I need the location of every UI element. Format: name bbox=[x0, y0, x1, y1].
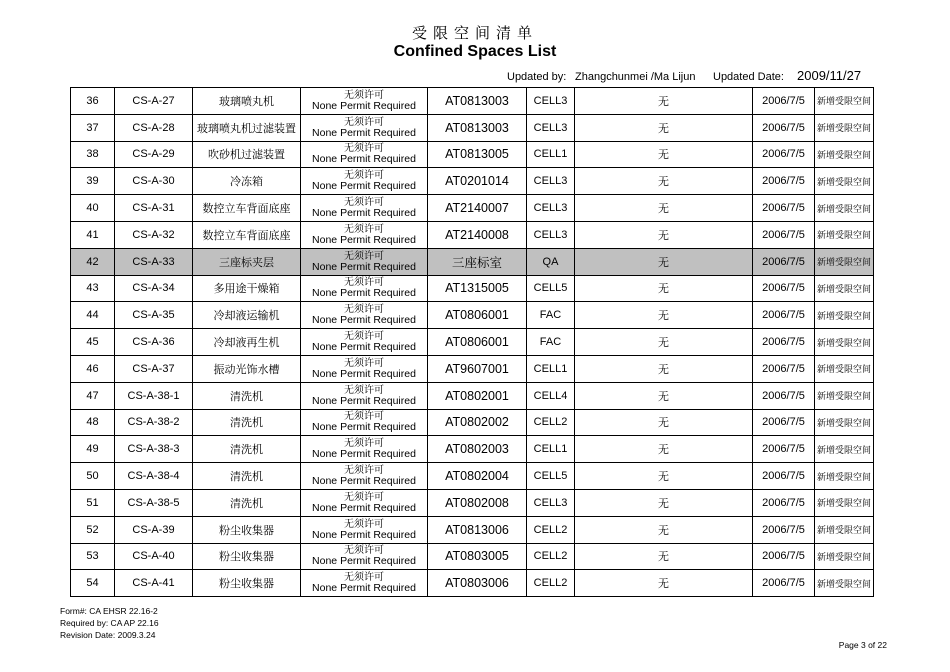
date-added: 2006/7/5 bbox=[753, 543, 815, 570]
space-code: CS-A-38-2 bbox=[115, 409, 193, 436]
table-row bbox=[71, 489, 874, 516]
date-added: 2006/7/5 bbox=[753, 329, 815, 356]
permit-status bbox=[301, 114, 428, 141]
asset-number: AT0802003 bbox=[428, 436, 527, 463]
space-code: CS-A-39 bbox=[115, 516, 193, 543]
table-row bbox=[71, 221, 874, 248]
permit-cn: 无须许可 bbox=[344, 465, 384, 477]
other-hazard: 无 bbox=[575, 275, 753, 302]
row-number: 49 bbox=[71, 436, 115, 463]
remark: 新增受限空间 bbox=[815, 248, 874, 275]
permit-cn: 无须许可 bbox=[344, 572, 384, 584]
date-added: 2006/7/5 bbox=[753, 355, 815, 382]
permit-en: None Permit Required bbox=[312, 341, 416, 354]
row-number: 43 bbox=[71, 275, 115, 302]
space-code: CS-A-29 bbox=[115, 141, 193, 168]
asset-number: 三座标室 bbox=[428, 248, 527, 275]
permit-cn: 无须许可 bbox=[344, 545, 384, 557]
permit-cn: 无须许可 bbox=[344, 89, 384, 101]
permit-status bbox=[301, 329, 428, 356]
remark: 新增受限空间 bbox=[815, 329, 874, 356]
permit-en: None Permit Required bbox=[312, 367, 416, 380]
permit-status bbox=[301, 221, 428, 248]
permit-cn: 无须许可 bbox=[344, 143, 384, 155]
permit-cn: 无须许可 bbox=[344, 250, 384, 262]
date-added: 2006/7/5 bbox=[753, 275, 815, 302]
table-row bbox=[71, 543, 874, 570]
other-hazard: 无 bbox=[575, 141, 753, 168]
permit-status bbox=[301, 570, 428, 597]
other-hazard: 无 bbox=[575, 302, 753, 329]
remark: 新增受限空间 bbox=[815, 436, 874, 463]
remark: 新增受限空间 bbox=[815, 463, 874, 490]
space-code: CS-A-38-5 bbox=[115, 489, 193, 516]
permit-cn: 无须许可 bbox=[344, 331, 384, 343]
space-name: 玻璃喷丸机过滤装置 bbox=[193, 114, 301, 141]
table-row bbox=[71, 88, 874, 115]
remark: 新增受限空间 bbox=[815, 382, 874, 409]
space-code: CS-A-41 bbox=[115, 570, 193, 597]
remark: 新增受限空间 bbox=[815, 221, 874, 248]
permit-status bbox=[301, 516, 428, 543]
permit-en: None Permit Required bbox=[312, 475, 416, 488]
space-name: 清洗机 bbox=[193, 463, 301, 490]
row-number: 52 bbox=[71, 516, 115, 543]
date-added: 2006/7/5 bbox=[753, 88, 815, 115]
row-number: 44 bbox=[71, 302, 115, 329]
permit-en: None Permit Required bbox=[312, 582, 416, 595]
space-name: 清洗机 bbox=[193, 436, 301, 463]
cell-area: CELL1 bbox=[527, 141, 575, 168]
row-number: 46 bbox=[71, 355, 115, 382]
row-number: 37 bbox=[71, 114, 115, 141]
row-number: 47 bbox=[71, 382, 115, 409]
permit-status bbox=[301, 168, 428, 195]
space-name: 冷却液再生机 bbox=[193, 329, 301, 356]
space-code: CS-A-34 bbox=[115, 275, 193, 302]
permit-cn: 无须许可 bbox=[344, 518, 384, 530]
permit-cn: 无须许可 bbox=[344, 384, 384, 396]
asset-number: AT1315005 bbox=[428, 275, 527, 302]
form-number: Form#: CA EHSR 22.16-2 bbox=[60, 606, 158, 616]
cell-area: CELL2 bbox=[527, 570, 575, 597]
other-hazard: 无 bbox=[575, 382, 753, 409]
cell-area: CELL3 bbox=[527, 221, 575, 248]
table-row bbox=[71, 195, 874, 222]
table-row bbox=[71, 275, 874, 302]
table-row bbox=[71, 516, 874, 543]
permit-status bbox=[301, 436, 428, 463]
other-hazard: 无 bbox=[575, 436, 753, 463]
permit-status bbox=[301, 195, 428, 222]
date-added: 2006/7/5 bbox=[753, 382, 815, 409]
permit-cn: 无须许可 bbox=[344, 357, 384, 369]
date-added: 2006/7/5 bbox=[753, 248, 815, 275]
space-code: CS-A-31 bbox=[115, 195, 193, 222]
date-added: 2006/7/5 bbox=[753, 195, 815, 222]
table-row bbox=[71, 409, 874, 436]
updated-date-value: 2009/11/27 bbox=[797, 68, 862, 83]
space-name: 冷却液运输机 bbox=[193, 302, 301, 329]
cell-area: CELL1 bbox=[527, 355, 575, 382]
permit-cn: 无须许可 bbox=[344, 277, 384, 289]
other-hazard: 无 bbox=[575, 88, 753, 115]
other-hazard: 无 bbox=[575, 168, 753, 195]
row-number: 45 bbox=[71, 329, 115, 356]
permit-en: None Permit Required bbox=[312, 555, 416, 568]
other-hazard: 无 bbox=[575, 355, 753, 382]
remark: 新增受限空间 bbox=[815, 355, 874, 382]
row-number: 40 bbox=[71, 195, 115, 222]
cell-area: FAC bbox=[527, 329, 575, 356]
cell-area: FAC bbox=[527, 302, 575, 329]
remark: 新增受限空间 bbox=[815, 516, 874, 543]
table-row bbox=[71, 463, 874, 490]
space-name: 清洗机 bbox=[193, 489, 301, 516]
space-code: CS-A-38-4 bbox=[115, 463, 193, 490]
cell-area: CELL5 bbox=[527, 463, 575, 490]
updated-date-label: Updated Date: bbox=[713, 71, 784, 83]
permit-status bbox=[301, 302, 428, 329]
date-added: 2006/7/5 bbox=[753, 570, 815, 597]
space-name: 吹砂机过滤装置 bbox=[193, 141, 301, 168]
date-added: 2006/7/5 bbox=[753, 409, 815, 436]
row-number: 38 bbox=[71, 141, 115, 168]
space-name: 玻璃喷丸机 bbox=[193, 88, 301, 115]
permit-en: None Permit Required bbox=[312, 394, 416, 407]
row-number: 41 bbox=[71, 221, 115, 248]
remark: 新增受限空间 bbox=[815, 302, 874, 329]
asset-number: AT0813005 bbox=[428, 141, 527, 168]
space-name: 清洗机 bbox=[193, 409, 301, 436]
permit-cn: 无须许可 bbox=[344, 223, 384, 235]
permit-cn: 无须许可 bbox=[344, 411, 384, 423]
space-name: 三座标夹层 bbox=[193, 248, 301, 275]
other-hazard: 无 bbox=[575, 516, 753, 543]
row-number: 50 bbox=[71, 463, 115, 490]
date-added: 2006/7/5 bbox=[753, 516, 815, 543]
permit-status bbox=[301, 275, 428, 302]
other-hazard: 无 bbox=[575, 329, 753, 356]
permit-cn: 无须许可 bbox=[344, 197, 384, 209]
cell-area: CELL3 bbox=[527, 168, 575, 195]
asset-number: AT0802008 bbox=[428, 489, 527, 516]
asset-number: AT0802001 bbox=[428, 382, 527, 409]
table-row bbox=[71, 114, 874, 141]
date-added: 2006/7/5 bbox=[753, 489, 815, 516]
space-name: 数控立车背面底座 bbox=[193, 195, 301, 222]
cell-area: CELL4 bbox=[527, 382, 575, 409]
asset-number: AT2140008 bbox=[428, 221, 527, 248]
other-hazard: 无 bbox=[575, 248, 753, 275]
row-number: 54 bbox=[71, 570, 115, 597]
row-number: 53 bbox=[71, 543, 115, 570]
space-name: 冷冻箱 bbox=[193, 168, 301, 195]
table-body bbox=[71, 88, 874, 597]
cell-area: CELL3 bbox=[527, 88, 575, 115]
space-name: 粉尘收集器 bbox=[193, 570, 301, 597]
space-name: 粉尘收集器 bbox=[193, 516, 301, 543]
date-added: 2006/7/5 bbox=[753, 141, 815, 168]
other-hazard: 无 bbox=[575, 409, 753, 436]
permit-status bbox=[301, 382, 428, 409]
remark: 新增受限空间 bbox=[815, 88, 874, 115]
permit-en: None Permit Required bbox=[312, 207, 416, 220]
permit-cn: 无须许可 bbox=[344, 170, 384, 182]
permit-en: None Permit Required bbox=[312, 501, 416, 514]
permit-status bbox=[301, 141, 428, 168]
other-hazard: 无 bbox=[575, 463, 753, 490]
permit-en: None Permit Required bbox=[312, 233, 416, 246]
date-added: 2006/7/5 bbox=[753, 436, 815, 463]
space-code: CS-A-37 bbox=[115, 355, 193, 382]
asset-number: AT0813003 bbox=[428, 114, 527, 141]
updated-by-label: Updated by: bbox=[507, 71, 567, 83]
permit-en: None Permit Required bbox=[312, 126, 416, 139]
remark: 新增受限空间 bbox=[815, 489, 874, 516]
space-name: 粉尘收集器 bbox=[193, 543, 301, 570]
required-by: Required by: CA AP 22.16 bbox=[60, 618, 159, 628]
asset-number: AT0803006 bbox=[428, 570, 527, 597]
remark: 新增受限空间 bbox=[815, 409, 874, 436]
other-hazard: 无 bbox=[575, 221, 753, 248]
remark: 新增受限空间 bbox=[815, 114, 874, 141]
table-row bbox=[71, 141, 874, 168]
other-hazard: 无 bbox=[575, 114, 753, 141]
space-code: CS-A-30 bbox=[115, 168, 193, 195]
permit-en: None Permit Required bbox=[312, 180, 416, 193]
asset-number: AT0813003 bbox=[428, 88, 527, 115]
table-row bbox=[71, 355, 874, 382]
cell-area: CELL3 bbox=[527, 114, 575, 141]
space-name: 振动光饰水槽 bbox=[193, 355, 301, 382]
permit-en: None Permit Required bbox=[312, 528, 416, 541]
table-row bbox=[71, 329, 874, 356]
space-name: 数控立车背面底座 bbox=[193, 221, 301, 248]
permit-en: None Permit Required bbox=[312, 287, 416, 300]
space-code: CS-A-38-1 bbox=[115, 382, 193, 409]
row-number: 39 bbox=[71, 168, 115, 195]
date-added: 2006/7/5 bbox=[753, 114, 815, 141]
permit-en: None Permit Required bbox=[312, 260, 416, 273]
permit-status bbox=[301, 543, 428, 570]
space-code: CS-A-27 bbox=[115, 88, 193, 115]
date-added: 2006/7/5 bbox=[753, 168, 815, 195]
permit-cn: 无须许可 bbox=[344, 304, 384, 316]
space-code: CS-A-28 bbox=[115, 114, 193, 141]
space-code: CS-A-38-3 bbox=[115, 436, 193, 463]
space-name: 清洗机 bbox=[193, 382, 301, 409]
cell-area: CELL3 bbox=[527, 489, 575, 516]
cell-area: CELL5 bbox=[527, 275, 575, 302]
space-code: CS-A-36 bbox=[115, 329, 193, 356]
cell-area: CELL3 bbox=[527, 195, 575, 222]
table-row bbox=[71, 302, 874, 329]
date-added: 2006/7/5 bbox=[753, 302, 815, 329]
remark: 新增受限空间 bbox=[815, 570, 874, 597]
row-number: 48 bbox=[71, 409, 115, 436]
permit-en: None Permit Required bbox=[312, 448, 416, 461]
remark: 新增受限空间 bbox=[815, 275, 874, 302]
asset-number: AT0813006 bbox=[428, 516, 527, 543]
page-number: Page 3 of 22 bbox=[838, 640, 887, 650]
row-number: 42 bbox=[71, 248, 115, 275]
asset-number: AT0803005 bbox=[428, 543, 527, 570]
other-hazard: 无 bbox=[575, 489, 753, 516]
asset-number: AT9607001 bbox=[428, 355, 527, 382]
title-chinese: 受限空间清单 bbox=[411, 26, 538, 42]
other-hazard: 无 bbox=[575, 543, 753, 570]
permit-cn: 无须许可 bbox=[344, 491, 384, 503]
row-number: 36 bbox=[71, 88, 115, 115]
asset-number: AT0802004 bbox=[428, 463, 527, 490]
permit-en: None Permit Required bbox=[312, 421, 416, 434]
permit-status bbox=[301, 355, 428, 382]
remark: 新增受限空间 bbox=[815, 195, 874, 222]
remark: 新增受限空间 bbox=[815, 141, 874, 168]
other-hazard: 无 bbox=[575, 570, 753, 597]
cell-area: CELL1 bbox=[527, 436, 575, 463]
title-english: Confined Spaces List bbox=[393, 43, 557, 60]
remark: 新增受限空间 bbox=[815, 543, 874, 570]
space-code: CS-A-33 bbox=[115, 248, 193, 275]
table-row bbox=[71, 436, 874, 463]
cell-area: CELL2 bbox=[527, 516, 575, 543]
space-code: CS-A-35 bbox=[115, 302, 193, 329]
space-name: 多用途干燥箱 bbox=[193, 275, 301, 302]
row-number: 51 bbox=[71, 489, 115, 516]
permit-en: None Permit Required bbox=[312, 99, 416, 112]
table-row bbox=[71, 248, 874, 275]
permit-status bbox=[301, 463, 428, 490]
asset-number: AT0802002 bbox=[428, 409, 527, 436]
date-added: 2006/7/5 bbox=[753, 221, 815, 248]
table-row bbox=[71, 382, 874, 409]
permit-status bbox=[301, 248, 428, 275]
updated-by-value: Zhangchunmei /Ma Lijun bbox=[575, 71, 696, 83]
permit-cn: 无须许可 bbox=[344, 438, 384, 450]
permit-en: None Permit Required bbox=[312, 314, 416, 327]
asset-number: AT2140007 bbox=[428, 195, 527, 222]
table-row bbox=[71, 168, 874, 195]
asset-number: AT0201014 bbox=[428, 168, 527, 195]
other-hazard: 无 bbox=[575, 195, 753, 222]
table-row bbox=[71, 570, 874, 597]
permit-status bbox=[301, 409, 428, 436]
permit-status bbox=[301, 489, 428, 516]
permit-status bbox=[301, 88, 428, 115]
space-code: CS-A-32 bbox=[115, 221, 193, 248]
revision-date: Revision Date: 2009.3.24 bbox=[60, 630, 156, 640]
confined-spaces-table bbox=[70, 87, 874, 597]
space-code: CS-A-40 bbox=[115, 543, 193, 570]
cell-area: CELL2 bbox=[527, 409, 575, 436]
date-added: 2006/7/5 bbox=[753, 463, 815, 490]
asset-number: AT0806001 bbox=[428, 329, 527, 356]
remark: 新增受限空间 bbox=[815, 168, 874, 195]
cell-area: CELL2 bbox=[527, 543, 575, 570]
permit-cn: 无须许可 bbox=[344, 116, 384, 128]
asset-number: AT0806001 bbox=[428, 302, 527, 329]
cell-area: QA bbox=[527, 248, 575, 275]
permit-en: None Permit Required bbox=[312, 153, 416, 166]
